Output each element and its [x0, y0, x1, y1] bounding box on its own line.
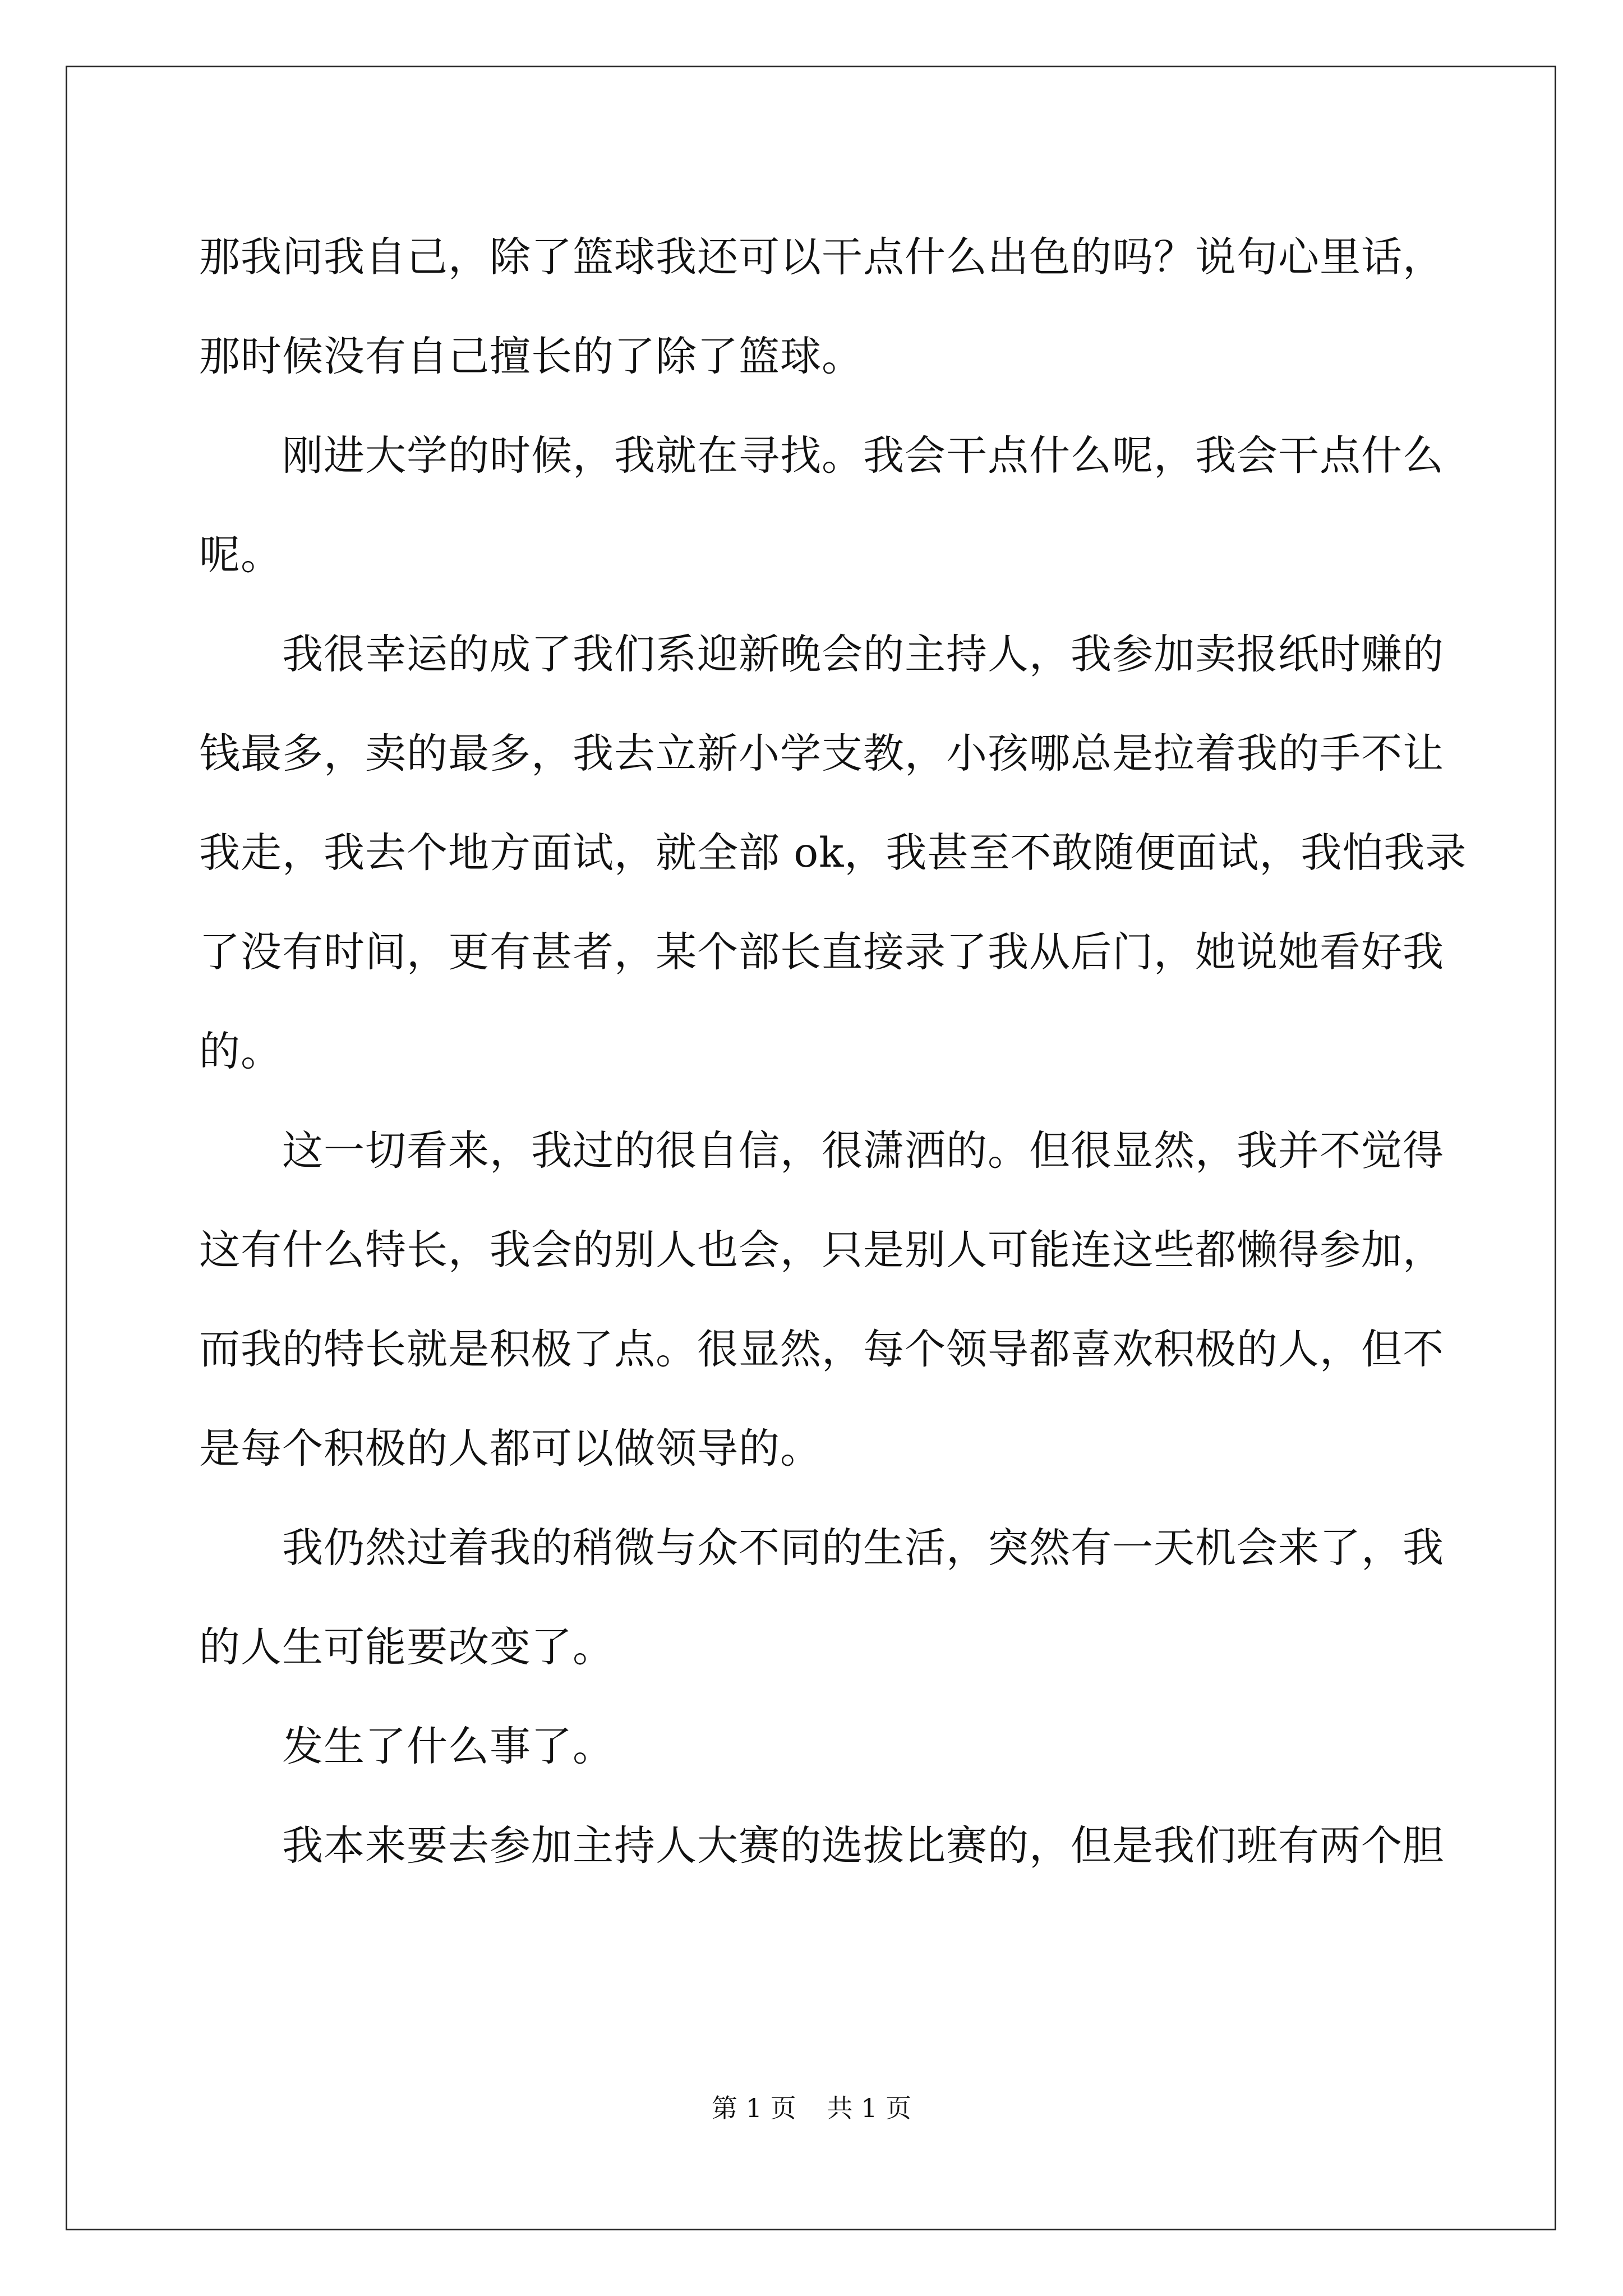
- page-total: 共 1 页: [827, 2093, 912, 2123]
- text-line: 钱最多，卖的最多，我去立新小学支教，小孩哪总是拉着我的手不让: [199, 730, 1444, 777]
- text-line: 那我问我自己，除了篮球我还可以干点什么出色的吗？说句心里话，: [199, 233, 1444, 281]
- text-line: 我很幸运的成了我们系迎新晚会的主持人，我参加卖报纸时赚的: [282, 631, 1444, 678]
- text-line: 这有什么特长，我会的别人也会，只是别人可能连这些都懒得参加，: [199, 1226, 1444, 1274]
- text-line: 刚进大学的时候，我就在寻找。我会干点什么呢，我会干点什么: [282, 432, 1444, 480]
- text-line: 是每个积极的人都可以做领导的。: [199, 1425, 822, 1473]
- text-line: 了没有时间，更有甚者，某个部长直接录了我从后门，她说她看好我: [199, 928, 1444, 976]
- text-line: 我走，我去个地方面试，就全部 ok，我甚至不敢随便面试，我怕我录: [199, 829, 1467, 877]
- text-line: 发生了什么事了。: [282, 1723, 614, 1770]
- document-body: [199, 208, 1467, 1895]
- text-line: 这一切看来，我过的很自信，很潇洒的。但很显然，我并不觉得: [282, 1127, 1444, 1175]
- page-number: 第 1 页: [711, 2093, 796, 2123]
- text-line: 那时候没有自己擅长的了除了篮球。: [199, 333, 863, 380]
- text-line: 我本来要去参加主持人大赛的选拔比赛的，但是我们班有两个胆: [282, 1822, 1444, 1870]
- text-line: 的。: [199, 1028, 282, 1075]
- text-line: 而我的特长就是积极了点。很显然，每个领导都喜欢积极的人，但不: [199, 1326, 1444, 1373]
- page-footer: [0, 2091, 1623, 2125]
- text-line: 我仍然过着我的稍微与众不同的生活，突然有一天机会来了，我: [282, 1524, 1444, 1572]
- text-line: 的人生可能要改变了。: [199, 1623, 614, 1671]
- text-line: 呢。: [199, 531, 282, 579]
